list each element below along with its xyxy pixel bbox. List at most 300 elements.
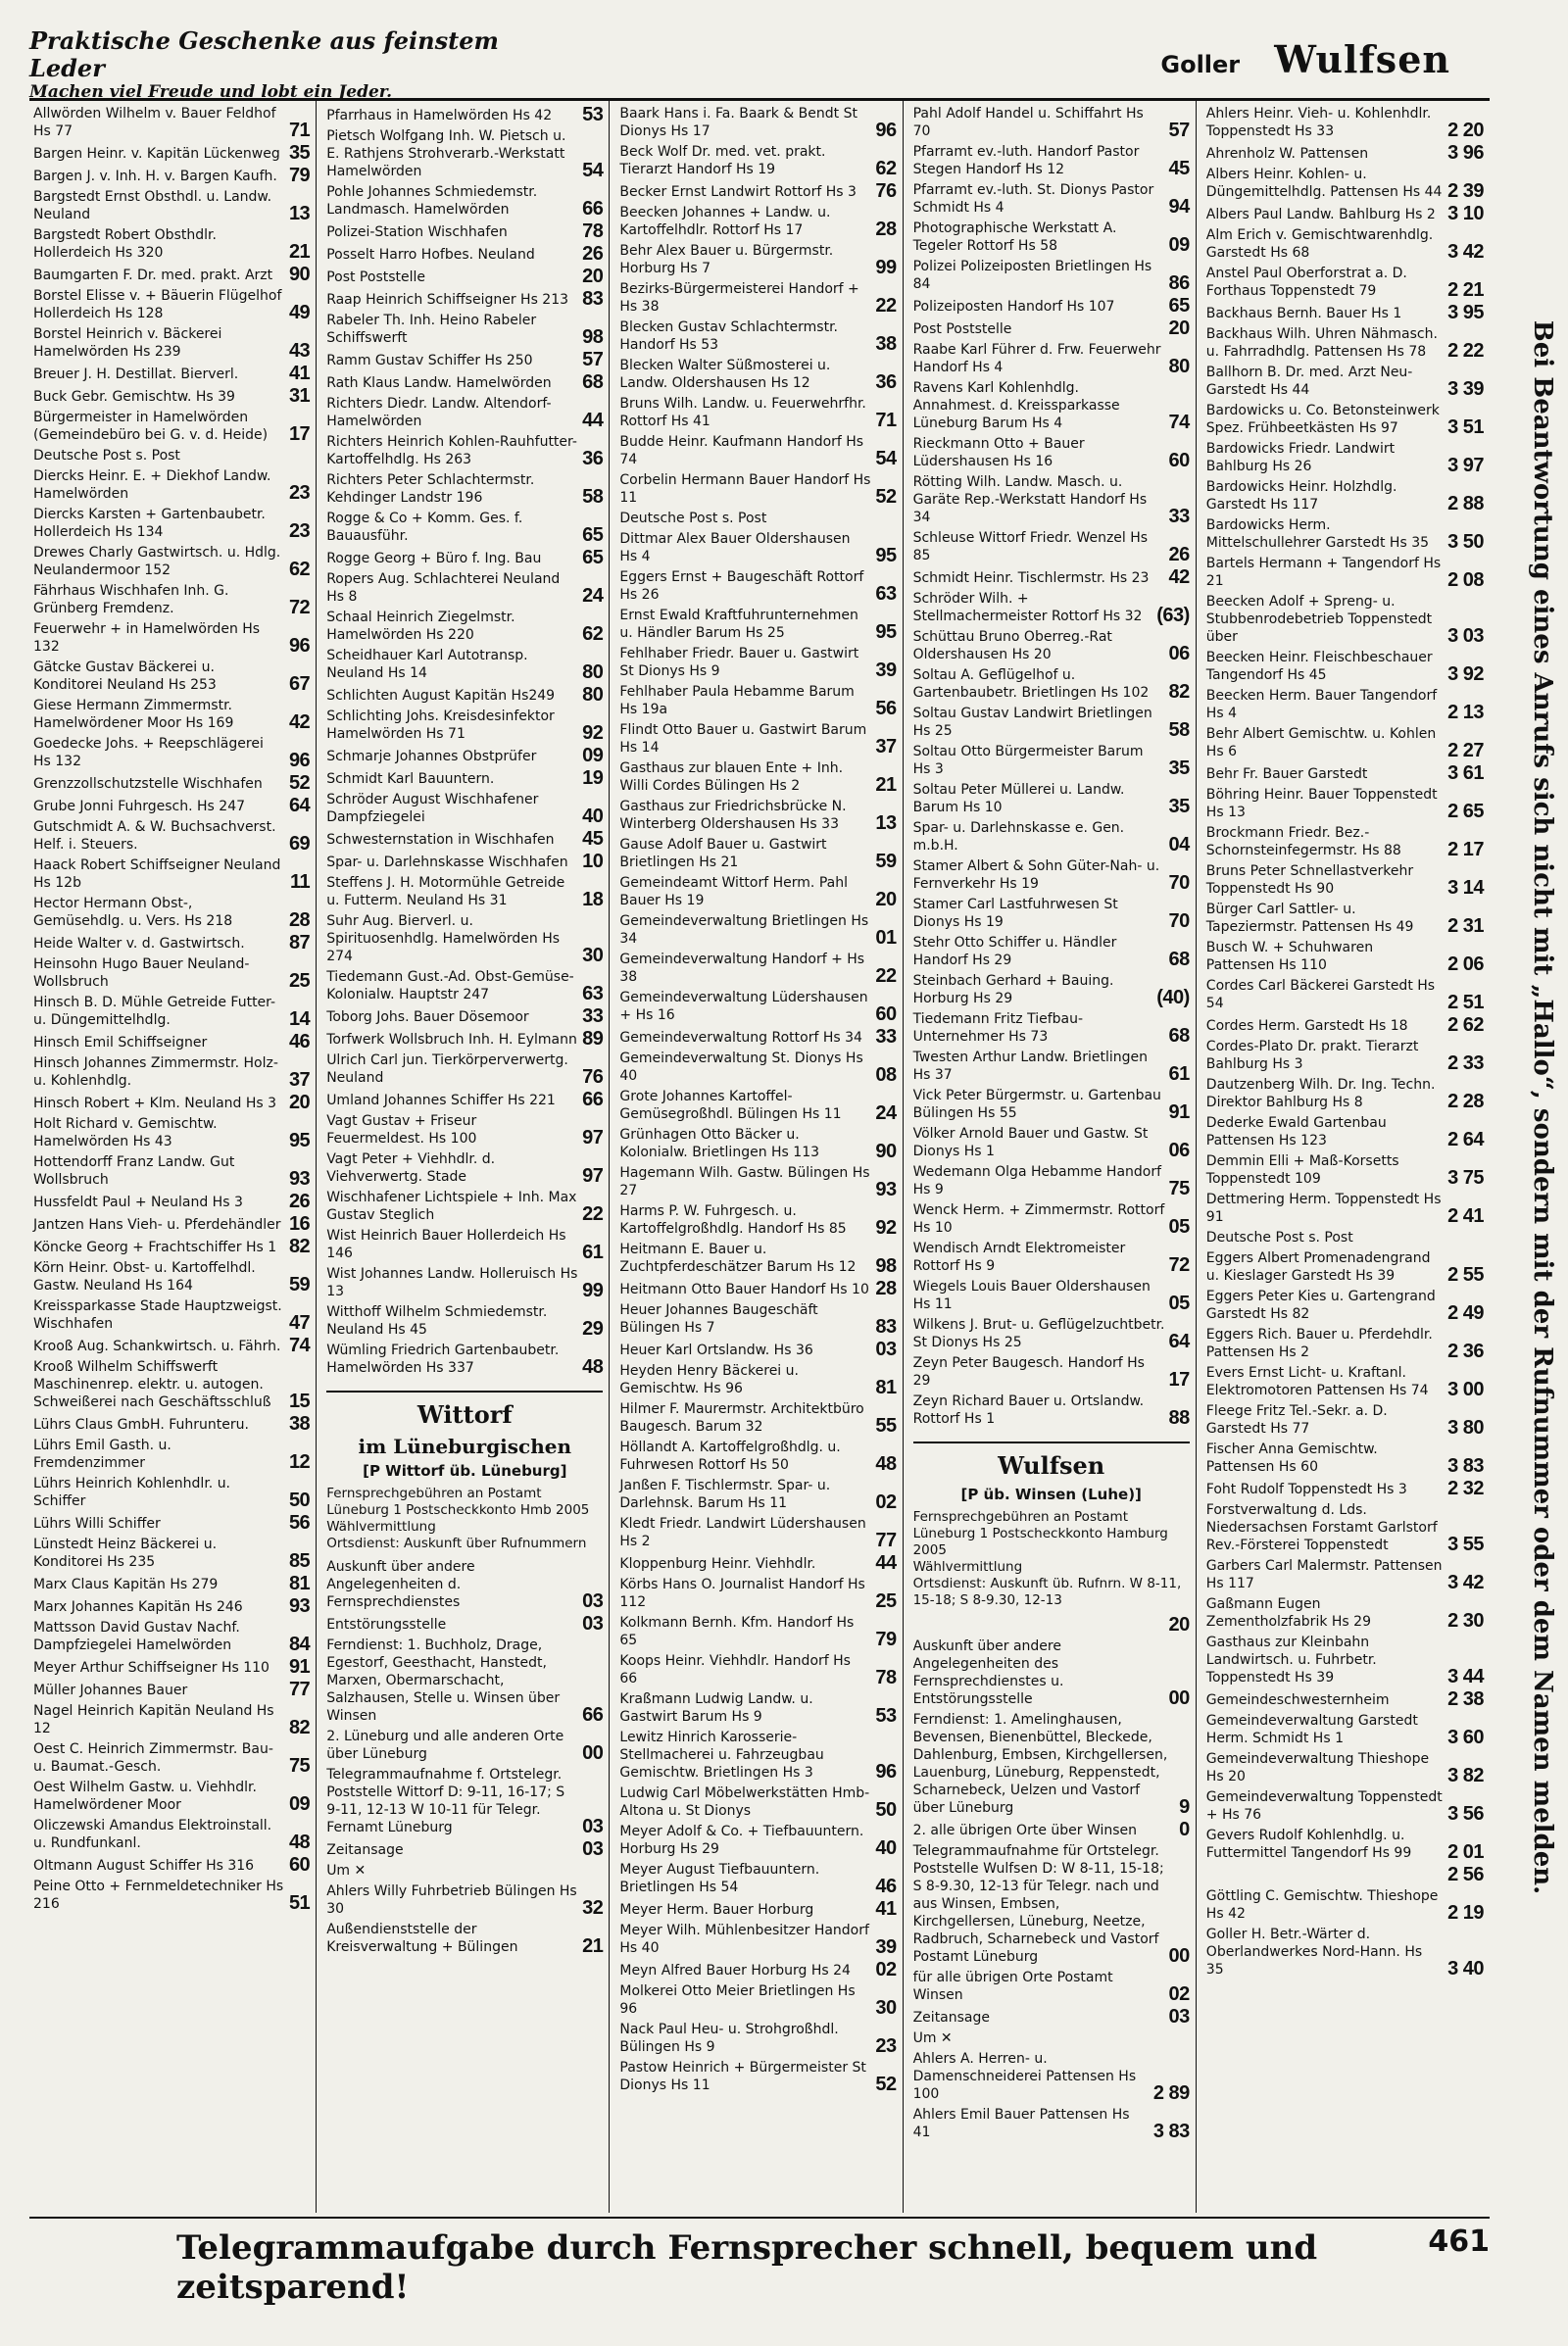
entry-phone-number: 10 bbox=[582, 851, 604, 872]
entry-phone-number: 63 bbox=[582, 983, 604, 1004]
entry-phone-number: 83 bbox=[875, 1316, 897, 1338]
entry-phone-number: 90 bbox=[288, 264, 311, 285]
entry-name-and-address: Baark Hans i. Fa. Baark & Bendt St Dionys Hs 17 bbox=[619, 106, 858, 139]
entry-name-and-address: Fleege Fritz Tel.-Sekr. a. D. Garstedt Hs 77 bbox=[1205, 1403, 1388, 1437]
directory-entry bbox=[1206, 1557, 1484, 1592]
entry-phone-number: 17 bbox=[1168, 1369, 1190, 1391]
entry-name-and-address: Auskunft über andere Angelegenheiten des Fernsprechdienstes u. Entstörungsstelle bbox=[912, 1638, 1064, 1707]
entry-name-and-address: Bargstedt Robert Obsthdlr. Hollerdeich Hs 320 bbox=[33, 227, 217, 261]
directory-entry bbox=[913, 1842, 1190, 1966]
entry-phone-number: 72 bbox=[1168, 1254, 1190, 1276]
directory-entry bbox=[1206, 725, 1484, 760]
directory-entry bbox=[913, 934, 1190, 969]
entry-name-and-address: Köncke Georg + Frachtschiffer Hs 1 bbox=[33, 1240, 277, 1255]
directory-entry bbox=[619, 1922, 896, 1957]
leather-goods-ad bbox=[29, 27, 539, 102]
entry-name-and-address: Um ✕ bbox=[326, 1863, 367, 1879]
entry-phone-number: 94 bbox=[1168, 196, 1190, 218]
entry-name-and-address: Post Poststelle bbox=[326, 269, 426, 285]
directory-entry bbox=[913, 143, 1190, 178]
entry-name-and-address: Bargen J. v. Inh. H. v. Bargen Kaufh. bbox=[33, 169, 277, 184]
entry-name-and-address: Alm Erich v. Gemischtwarenhdlg. Garstedt Hs 68 bbox=[1205, 227, 1434, 261]
entry-name-and-address: Photographische Werkstatt A. Tegeler Rottorf Hs 58 bbox=[912, 220, 1117, 254]
entry-name-and-address: Dautzenberg Wilh. Dr. Ing. Techn. Direktor Bahlburg Hs 8 bbox=[1205, 1077, 1436, 1110]
entry-name-and-address: Wümling Friedrich Gartenbaubetr. Hamelwörden Hs 337 bbox=[326, 1343, 560, 1376]
entry-phone-number: 84 bbox=[288, 1634, 311, 1655]
directory-entry bbox=[1206, 1038, 1484, 1073]
entry-name-and-address: Völker Arnold Bauer und Gastw. St Dionys Hs 1 bbox=[912, 1126, 1149, 1159]
directory-entry bbox=[33, 1740, 310, 1776]
directory-entry bbox=[326, 791, 603, 826]
directory-entry bbox=[33, 364, 310, 383]
entry-name-and-address: Bürgermeister in Hamelwörden (Gemeindebüro bei G. v. d. Heide) bbox=[33, 410, 269, 443]
entry-name-and-address: Breuer J. H. Destillat. Bierverl. bbox=[33, 367, 239, 382]
entry-phone-number: 05 bbox=[1168, 1293, 1190, 1314]
directory-entry bbox=[619, 1164, 896, 1199]
entry-phone-number: 64 bbox=[288, 795, 311, 816]
entry-phone-number: 03 bbox=[582, 1590, 604, 1612]
entry-phone-number: 97 bbox=[582, 1165, 604, 1187]
entry-phone-number: 37 bbox=[288, 1069, 311, 1091]
entry-phone-number: 99 bbox=[875, 257, 897, 278]
entry-phone-number: 14 bbox=[288, 1008, 311, 1030]
entry-phone-number: 89 bbox=[582, 1028, 604, 1050]
directory-entry bbox=[619, 204, 896, 239]
directory-entry bbox=[619, 1088, 896, 1123]
entry-name-and-address: Vagt Peter + Viehhdlr. d. Viehverwertg. Stade bbox=[326, 1151, 496, 1185]
entry-name-and-address: Gätcke Gustav Bäckerei u. Konditorei Neuland Hs 253 bbox=[33, 660, 217, 693]
entry-name-and-address: Nack Paul Heu- u. Strohgroßhdl. Bülingen Hs 9 bbox=[619, 2022, 839, 2055]
directory-entry bbox=[326, 510, 603, 545]
directory-entry bbox=[326, 647, 603, 682]
entry-name-and-address: Hinsch Emil Schiffseigner bbox=[33, 1035, 208, 1051]
directory-entry bbox=[326, 289, 603, 309]
entry-name-and-address: Ravens Karl Kohlenhdlg. Annahmest. d. Kreissparkasse Lüneburg Barum Hs 4 bbox=[912, 380, 1120, 431]
directory-entry bbox=[913, 2050, 1190, 2103]
entry-name-and-address: Oltmann August Schiffer Hs 316 bbox=[33, 1858, 255, 1874]
entry-name-and-address: Fehlhaber Friedr. Bauer u. Gastwirt St Dionys Hs 9 bbox=[619, 646, 859, 679]
entry-name-and-address: Heinsohn Hugo Bauer Neuland-Wollsbruch bbox=[33, 956, 250, 990]
directory-entry bbox=[326, 1006, 603, 1026]
directory-entry bbox=[33, 1297, 310, 1333]
entry-name-and-address: Lührs Willi Schiffer bbox=[33, 1516, 161, 1532]
directory-entry bbox=[326, 570, 603, 606]
entry-name-and-address: Gasthaus zur blauen Ente + Inh. Willi Cordes Bülingen Hs 2 bbox=[619, 760, 844, 794]
entry-phone-number: 40 bbox=[582, 806, 604, 827]
entry-name-and-address: Umland Johannes Schiffer Hs 221 bbox=[326, 1093, 556, 1108]
entry-name-and-address: Heuer Karl Ortslandw. Hs 36 bbox=[619, 1343, 813, 1358]
entry-name-and-address: Raap Heinrich Schiffseigner Hs 213 bbox=[326, 292, 569, 308]
directory-entry bbox=[913, 1711, 1190, 1817]
entry-phone-number: 95 bbox=[875, 545, 897, 566]
entry-name-and-address: Dederke Ewald Gartenbau Pattensen Hs 123 bbox=[1205, 1115, 1387, 1149]
entry-phone-number: 3 00 bbox=[1447, 1379, 1484, 1400]
directory-entry bbox=[913, 819, 1190, 855]
entry-phone-number: 88 bbox=[1168, 1407, 1190, 1429]
entry-name-and-address: Eggers Peter Kies u. Gartengrand Garstedt Hs 82 bbox=[1205, 1289, 1436, 1322]
entry-phone-number: 2 56 bbox=[1447, 1864, 1484, 1885]
entry-phone-number: 56 bbox=[288, 1512, 311, 1534]
entry-name-and-address: Wiegels Louis Bauer Oldershausen Hs 11 bbox=[912, 1279, 1151, 1312]
entry-name-and-address: Zeitansage bbox=[912, 2010, 991, 2026]
entry-phone-number: 96 bbox=[288, 635, 311, 657]
entry-name-and-address: Bruns Peter Schnellastverkehr Toppenstedt Hs 90 bbox=[1205, 863, 1414, 897]
entry-phone-number: 22 bbox=[875, 295, 897, 317]
entry-phone-number: 80 bbox=[582, 684, 604, 706]
directory-entry bbox=[326, 350, 603, 369]
entry-name-and-address: Bartels Hermann + Tangendorf Hs 21 bbox=[1205, 556, 1442, 589]
entry-phone-number: 03 bbox=[582, 1816, 604, 1837]
directory-entry bbox=[326, 609, 603, 644]
entry-name-and-address: Backhaus Wilh. Uhren Nähmasch. u. Fahrradhdlg. Pattensen Hs 78 bbox=[1205, 326, 1438, 360]
entry-name-and-address: Holt Richard v. Gemischtw. Hamelwörden Hs 43 bbox=[33, 1116, 218, 1149]
entry-phone-number: 68 bbox=[1168, 949, 1190, 970]
entry-name-and-address: Pfarramt ev.-luth. St. Dionys Pastor Schmidt Hs 4 bbox=[912, 182, 1154, 216]
entry-phone-number: 44 bbox=[582, 410, 604, 431]
entry-phone-number: (63) bbox=[1156, 605, 1190, 626]
entry-phone-number: 01 bbox=[875, 927, 897, 949]
entry-name-and-address: Backhaus Bernh. Bauer Hs 1 bbox=[1205, 306, 1402, 321]
entry-name-and-address: Körn Heinr. Obst- u. Kartoffelhdl. Gastw. Neuland Hs 164 bbox=[33, 1260, 256, 1294]
entry-name-and-address: Auskunft über andere Angelegenheiten d. Fernsprechdienstes bbox=[326, 1559, 475, 1610]
entry-phone-number: 57 bbox=[582, 349, 604, 370]
entry-phone-number: 26 bbox=[582, 243, 604, 265]
entry-phone-number: 09 bbox=[288, 1793, 311, 1815]
directory-entry bbox=[1206, 1689, 1484, 1709]
directory-entry bbox=[619, 242, 896, 277]
entry-name-and-address: Wist Johannes Landw. Holleruisch Hs 13 bbox=[326, 1266, 578, 1299]
entry-phone-number: 93 bbox=[288, 1168, 311, 1190]
page-header bbox=[29, 27, 1450, 106]
directory-entry bbox=[33, 895, 310, 930]
entry-name-and-address: Höllandt A. Kartoffelgroßhdlg. u. Fuhrwesen Rottorf Hs 50 bbox=[619, 1440, 841, 1473]
entry-name-and-address: Böhring Heinr. Bauer Toppenstedt Hs 13 bbox=[1205, 787, 1438, 820]
entry-phone-number: 76 bbox=[875, 180, 897, 202]
directory-entry bbox=[326, 1839, 603, 1859]
entry-phone-number: 19 bbox=[582, 767, 604, 789]
entry-name-and-address: Eggers Albert Promenadengrand u. Kieslager Garstedt Hs 39 bbox=[1205, 1250, 1431, 1284]
entry-name-and-address: Um ✕ bbox=[912, 2030, 953, 2046]
entry-name-and-address: Foht Rudolf Toppenstedt Hs 3 bbox=[1205, 1482, 1407, 1497]
directory-entry bbox=[33, 582, 310, 617]
entry-phone-number: 3 92 bbox=[1447, 663, 1484, 685]
entry-name-and-address: Bardowicks u. Co. Betonsteinwerk Spez. Frühbeetkästen Hs 97 bbox=[1205, 403, 1440, 436]
directory-column bbox=[29, 101, 317, 2213]
directory-entry bbox=[913, 1163, 1190, 1198]
directory-entry bbox=[1206, 786, 1484, 821]
locality-heading: Wittorf bbox=[326, 1391, 603, 1429]
directory-entry bbox=[326, 746, 603, 765]
directory-entry bbox=[326, 221, 603, 241]
entry-name-and-address: Gemeindeverwaltung Rottorf Hs 34 bbox=[619, 1030, 862, 1046]
side-note-text: Bei Beantwortung eines Anrufs sich nicht mit „Hallo“, sondern mit der Rufnummer oder dem Namen melden. bbox=[1528, 319, 1557, 1895]
entry-phone-number: 87 bbox=[288, 932, 311, 953]
entry-name-and-address: Dittmar Alex Bauer Oldershausen Hs 4 bbox=[619, 531, 851, 564]
entry-phone-number: 2 36 bbox=[1447, 1341, 1484, 1362]
locality-postal-note: [P üb. Winsen (Luhe)] bbox=[960, 1486, 1142, 1503]
entry-name-and-address: Schlichting Johs. Kreisdesinfektor Hamelwörden Hs 71 bbox=[326, 709, 555, 742]
entry-phone-number: 65 bbox=[582, 547, 604, 568]
entry-name-and-address: Giese Hermann Zimmermstr. Hamelwördener Moor Hs 169 bbox=[33, 698, 234, 731]
directory-entry bbox=[619, 530, 896, 565]
entry-name-and-address: Ahlers Willy Fuhrbetrieb Bülingen Hs 30 bbox=[326, 1883, 577, 1917]
directory-entry bbox=[619, 510, 896, 527]
directory-entry bbox=[1206, 440, 1484, 475]
directory-entry bbox=[619, 1960, 896, 1979]
entry-phone-number: 61 bbox=[582, 1242, 604, 1263]
entry-phone-number: 15 bbox=[288, 1391, 311, 1412]
entry-phone-number: 3 83 bbox=[1447, 1455, 1484, 1477]
directory-entry bbox=[913, 379, 1190, 432]
entry-phone-number: 2 19 bbox=[1447, 1902, 1484, 1924]
directory-entry bbox=[619, 1784, 896, 1820]
entry-phone-number: 36 bbox=[582, 448, 604, 469]
entry-phone-number: 71 bbox=[288, 120, 311, 141]
entry-phone-number: 96 bbox=[288, 750, 311, 771]
entry-name-and-address: Heyden Henry Bäckerei u. Gemischtw. Hs 96 bbox=[619, 1363, 799, 1396]
entry-name-and-address: Ulrich Carl jun. Tierkörperverwertg. Neuland bbox=[326, 1052, 568, 1086]
entry-phone-number: 66 bbox=[582, 1089, 604, 1110]
entry-phone-number: 39 bbox=[875, 660, 897, 681]
directory-entry bbox=[326, 1189, 603, 1224]
entry-name-and-address: Nagel Heinrich Kapitän Neuland Hs 12 bbox=[33, 1703, 274, 1736]
entry-phone-number: 2 22 bbox=[1447, 340, 1484, 362]
entry-name-and-address: Mattsson David Gustav Nachf. Dampfziegelei Hamelwörden bbox=[33, 1620, 240, 1653]
entry-name-and-address: Eggers Ernst + Baugeschäft Rottorf Hs 26 bbox=[619, 569, 864, 603]
entry-phone-number: 3 83 bbox=[1152, 2121, 1190, 2142]
directory-entry bbox=[1206, 763, 1484, 783]
directory-entry bbox=[913, 529, 1190, 564]
directory-entry bbox=[33, 994, 310, 1029]
directory-entry bbox=[33, 1093, 310, 1112]
directory-entry bbox=[326, 1090, 603, 1109]
entry-phone-number: 78 bbox=[875, 1667, 897, 1688]
entry-name-and-address: Grote Johannes Kartoffel-Gemüsegroßhdl. Bülingen Hs 11 bbox=[619, 1089, 842, 1122]
directory-entry bbox=[326, 1150, 603, 1186]
directory-entry bbox=[913, 318, 1190, 338]
entry-name-and-address: Ferndienst: 1. Amelinghausen, Bevensen, Bienenbüttel, Bleckede, Dahlenburg, Embsen, Kirchgellersen, Lauenburg, Lüneburg, Reppenstedt, Scharnebeck, Uelzen und Vastorf über Lüneburg bbox=[912, 1712, 1168, 1816]
entry-phone-number: 93 bbox=[875, 1179, 897, 1200]
entry-name-and-address: Bürger Carl Sattler- u. Tapeziermstr. Pattensen Hs 49 bbox=[1205, 902, 1414, 935]
entry-name-and-address: Bardowicks Friedr. Landwirt Bahlburg Hs 26 bbox=[1205, 441, 1396, 474]
locality-heading: Wulfsen bbox=[913, 1442, 1190, 1480]
entry-name-and-address: Soltau Gustav Landwirt Brietlingen Hs 25 bbox=[912, 706, 1152, 739]
directory-entry bbox=[33, 1192, 310, 1211]
entry-name-and-address: Gasthaus zur Kleinbahn Landwirtsch. u. Fuhrbetr. Toppenstedt Hs 39 bbox=[1205, 1635, 1377, 1686]
entry-name-and-address: Blecken Gustav Schlachtermstr. Handorf Hs 53 bbox=[619, 319, 839, 353]
entry-name-and-address: Polizeiposten Handorf Hs 107 bbox=[912, 299, 1115, 315]
entry-name-and-address: Ahrenholz W. Pattensen bbox=[1205, 146, 1369, 162]
entry-phone-number: 29 bbox=[582, 1318, 604, 1340]
directory-entry bbox=[619, 1690, 896, 1726]
entry-phone-number: 11 bbox=[290, 871, 311, 893]
directory-entry bbox=[619, 471, 896, 507]
entry-name-and-address: Oest C. Heinrich Zimmermstr. Bau- u. Baumat.-Gesch. bbox=[33, 1741, 273, 1775]
entry-phone-number: 20 bbox=[875, 889, 897, 910]
directory-entry bbox=[326, 548, 603, 567]
entry-phone-number: 50 bbox=[288, 1490, 311, 1511]
entry-phone-number: 41 bbox=[875, 1898, 897, 1920]
entry-name-and-address: Koops Heinr. Viehhdlr. Handorf Hs 66 bbox=[619, 1653, 851, 1686]
entry-name-and-address: Ludwig Carl Möbelwerkstätten Hmb-Altona u. St Dionys bbox=[619, 1785, 870, 1819]
directory-entry bbox=[913, 743, 1190, 778]
directory-entry bbox=[33, 796, 310, 815]
directory-entry bbox=[619, 568, 896, 604]
entry-name-and-address: Ahlers A. Herren- u. Damenschneiderei Pattensen Hs 100 bbox=[912, 2051, 1137, 2102]
directory-entry bbox=[33, 818, 310, 854]
directory-entry bbox=[33, 1214, 310, 1234]
entry-name-and-address: Diercks Heinr. E. + Diekhof Landw. Hamelwörden bbox=[33, 468, 271, 502]
entry-phone-number: 63 bbox=[875, 583, 897, 605]
entry-name-and-address: Deutsche Post s. Post bbox=[619, 511, 767, 526]
entry-name-and-address: Hottendorff Franz Landw. Gut Wollsbruch bbox=[33, 1154, 235, 1188]
entry-phone-number: 05 bbox=[1168, 1216, 1190, 1238]
entry-phone-number: 74 bbox=[1168, 412, 1190, 433]
entry-name-and-address: Heitmann E. Bauer u. Zuchtpferdeschätzer Barum Hs 12 bbox=[619, 1242, 857, 1275]
directory-entry bbox=[1206, 1827, 1484, 1862]
directory-entry bbox=[326, 1637, 603, 1725]
entry-phone-number: 2 21 bbox=[1447, 279, 1484, 301]
directory-entry bbox=[33, 1596, 310, 1616]
entry-phone-number: 98 bbox=[582, 326, 604, 348]
entry-name-and-address: Krooß Wilhelm Schiffswerft Maschinenrep. elektr. u. autogen. Schweißerei nach Geschäftsschluß bbox=[33, 1359, 271, 1410]
entry-phone-number: 3 44 bbox=[1447, 1666, 1484, 1687]
entry-name-and-address: Anstel Paul Oberforstrat a. D. Forthaus Toppenstedt 79 bbox=[1205, 266, 1407, 299]
entry-phone-number: 70 bbox=[1168, 872, 1190, 894]
entry-phone-number: 2 30 bbox=[1447, 1610, 1484, 1632]
entry-phone-number: 38 bbox=[288, 1413, 311, 1435]
entry-name-and-address: Vick Peter Bürgermstr. u. Gartenbau Bülingen Hs 55 bbox=[912, 1088, 1161, 1121]
entry-name-and-address: Garbers Carl Malermstr. Pattensen Hs 117 bbox=[1205, 1558, 1443, 1591]
directory-entry bbox=[619, 1553, 896, 1573]
entry-name-and-address: Beecken Adolf + Spreng- u. Stubbenrodebetrieb Toppenstedt über bbox=[1205, 594, 1433, 645]
entry-phone-number: 21 bbox=[288, 241, 311, 263]
entry-phone-number: 3 42 bbox=[1447, 1572, 1484, 1593]
directory-entry bbox=[1206, 1788, 1484, 1824]
entry-phone-number: 04 bbox=[1168, 834, 1190, 855]
entry-name-and-address: Gemeindeverwaltung Thieshope Hs 20 bbox=[1205, 1751, 1430, 1784]
entry-phone-number: 86 bbox=[1168, 272, 1190, 294]
directory-entry bbox=[33, 287, 310, 322]
directory-entry bbox=[913, 296, 1190, 316]
directory-entry bbox=[913, 1354, 1190, 1390]
entry-name-and-address: Allwörden Wilhelm v. Bauer Feldhof Hs 77 bbox=[33, 106, 276, 139]
directory-entry bbox=[619, 1241, 896, 1276]
entry-phone-number: 3 61 bbox=[1447, 762, 1484, 784]
entry-phone-number: 81 bbox=[875, 1377, 897, 1398]
directory-entry bbox=[913, 1278, 1190, 1313]
directory-entry bbox=[326, 912, 603, 965]
entry-name-and-address: Pahl Adolf Handel u. Schiffahrt Hs 70 bbox=[912, 106, 1144, 139]
entry-name-and-address: Becker Ernst Landwirt Rottorf Hs 3 bbox=[619, 184, 857, 200]
entry-name-and-address: Ferndienst: 1. Buchholz, Drage, Egestorf, Geesthacht, Hanstedt, Marxen, Obermarschacht, Salzhausen, Stelle u. Winsen über Winsen bbox=[326, 1637, 561, 1724]
entry-phone-number: 00 bbox=[1168, 1687, 1190, 1709]
entry-phone-number: 54 bbox=[875, 448, 897, 469]
directory-entry bbox=[913, 2106, 1190, 2141]
entry-phone-number: 2 89 bbox=[1152, 2082, 1190, 2104]
entry-phone-number: 20 bbox=[288, 1092, 311, 1113]
directory-entry bbox=[1206, 687, 1484, 722]
entry-phone-number: 22 bbox=[875, 965, 897, 987]
entry-phone-number: 3 60 bbox=[1447, 1727, 1484, 1748]
entry-name-and-address: Behr Albert Gemischtw. u. Kohlen Hs 6 bbox=[1205, 726, 1437, 759]
directory-entry bbox=[326, 1921, 603, 1956]
directory-entry bbox=[913, 181, 1190, 217]
entry-name-and-address: Gemeindeverwaltung Lüdershausen + Hs 16 bbox=[619, 990, 868, 1023]
directory-entry bbox=[1206, 1887, 1484, 1923]
directory-entry bbox=[619, 395, 896, 430]
entry-name-and-address: Bardowicks Heinr. Holzhdlg. Garstedt Hs 117 bbox=[1205, 479, 1397, 513]
directory-entry bbox=[33, 325, 310, 361]
entry-name-and-address: Ahlers Emil Bauer Pattensen Hs 41 bbox=[912, 2107, 1130, 2140]
entry-phone-number: 50 bbox=[875, 1799, 897, 1821]
entry-phone-number: 43 bbox=[288, 340, 311, 362]
directory-entry bbox=[913, 896, 1190, 931]
entry-phone-number: 2 17 bbox=[1447, 839, 1484, 860]
directory-column bbox=[322, 101, 610, 2213]
entry-phone-number: 80 bbox=[1168, 356, 1190, 377]
directory-entry bbox=[1206, 303, 1484, 322]
entry-phone-number: 62 bbox=[875, 158, 897, 179]
entry-name-and-address: Göttling C. Gemischtw. Thieshope Hs 42 bbox=[1205, 1888, 1439, 1922]
directory-entry bbox=[1206, 364, 1484, 399]
entry-name-and-address: Telegrammaufnahme f. Ortstelegr. Poststelle Wittorf D: 9-11, 16-17; S 9-11, 12-13 W 10-11 für Telegr. Fernamt Lüneburg bbox=[326, 1767, 565, 1835]
entry-phone-number: 30 bbox=[875, 1997, 897, 2019]
entry-name-and-address: Rabeler Th. Inh. Heino Rabeler Schiffswerft bbox=[326, 313, 537, 346]
entry-name-and-address: Grünhagen Otto Bäcker u. Kolonialw. Brietlingen Hs 113 bbox=[619, 1127, 820, 1160]
entry-name-and-address: Gause Adolf Bauer u. Gastwirt Brietlingen Hs 21 bbox=[619, 837, 827, 870]
entry-name-and-address: Lührs Claus GmbH. Fuhrunteru. bbox=[33, 1417, 249, 1433]
directory-entry bbox=[913, 1393, 1190, 1428]
entry-name-and-address: Behr Alex Bauer u. Bürgermstr. Horburg Hs 7 bbox=[619, 243, 834, 276]
directory-entry bbox=[913, 972, 1190, 1007]
entry-name-and-address: Wist Heinrich Bauer Hollerdeich Hs 146 bbox=[326, 1228, 566, 1261]
entry-phone-number: 2 88 bbox=[1447, 493, 1484, 514]
directory-entry bbox=[619, 1050, 896, 1085]
entry-phone-number: 65 bbox=[582, 524, 604, 546]
entry-phone-number: 23 bbox=[875, 2035, 897, 2057]
entry-name-and-address: Entstörungsstelle bbox=[326, 1617, 447, 1633]
entry-phone-number: 25 bbox=[288, 970, 311, 992]
entry-phone-number: 02 bbox=[875, 1959, 897, 1980]
directory-entry bbox=[326, 372, 603, 392]
entry-name-and-address: Pfarramt ev.-luth. Handorf Pastor Stegen Handorf Hs 12 bbox=[912, 144, 1140, 177]
directory-entry bbox=[619, 989, 896, 1024]
directory-entry bbox=[619, 1027, 896, 1047]
entry-phone-number: 17 bbox=[288, 423, 311, 445]
entry-phone-number: 25 bbox=[875, 1590, 897, 1612]
directory-entry bbox=[913, 705, 1190, 740]
entry-name-and-address: Buck Gebr. Gemischtw. Hs 39 bbox=[33, 389, 235, 405]
entry-phone-number: 33 bbox=[1168, 506, 1190, 527]
entry-phone-number: 58 bbox=[1168, 719, 1190, 741]
directory-entry bbox=[33, 1054, 310, 1090]
directory-entry bbox=[1206, 649, 1484, 684]
directory-entry bbox=[619, 1126, 896, 1161]
entry-phone-number: 3 42 bbox=[1447, 241, 1484, 263]
entry-phone-number: 24 bbox=[875, 1102, 897, 1124]
entry-name-and-address: Schleuse Wittorf Friedr. Wenzel Hs 85 bbox=[912, 530, 1149, 563]
locality-postal-note: [P Wittorf üb. Lüneburg] bbox=[363, 1462, 567, 1480]
directory-entry bbox=[913, 1240, 1190, 1275]
directory-entry bbox=[326, 1728, 603, 1763]
entry-phone-number: 3 39 bbox=[1447, 378, 1484, 400]
entry-name-and-address: Blecken Walter Süßmosterei u. Landw. Oldershausen Hs 12 bbox=[619, 358, 831, 391]
directory-entry bbox=[326, 1614, 603, 1634]
directory-entry bbox=[326, 1227, 603, 1262]
entry-phone-number: 80 bbox=[582, 661, 604, 683]
directory-entry bbox=[326, 829, 603, 849]
